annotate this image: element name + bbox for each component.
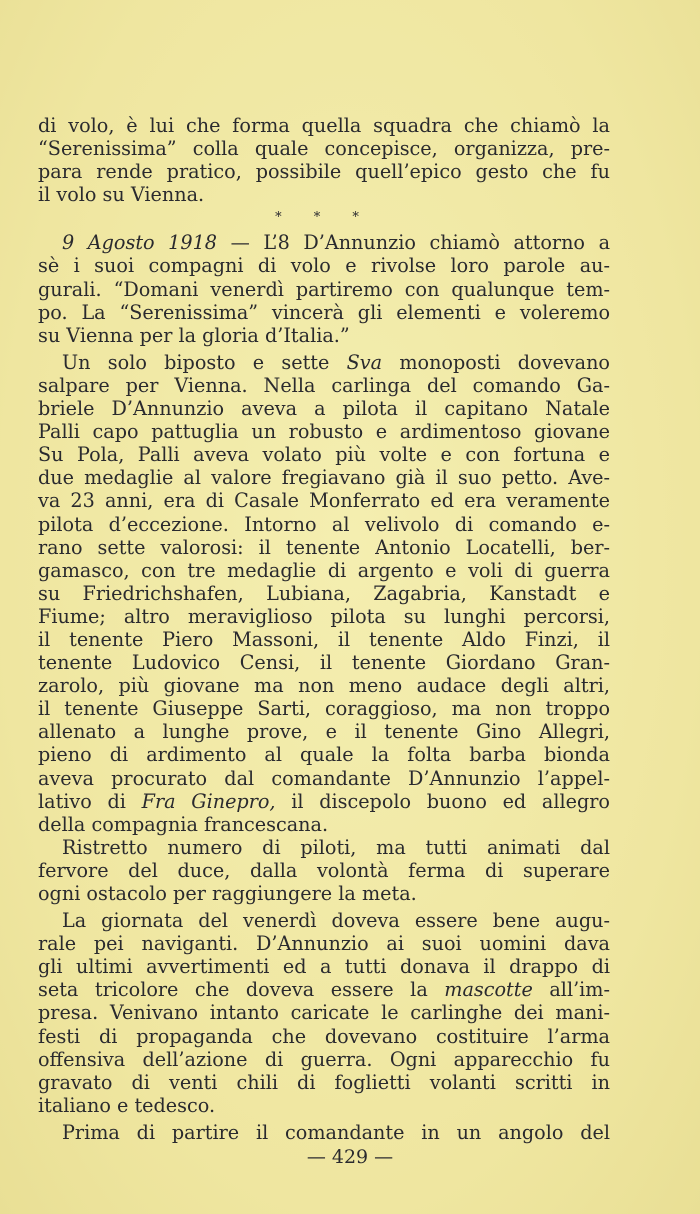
text-line: para rende pratico, possibile quell’epico gesto che fu bbox=[38, 160, 610, 184]
text-line: offensiva dell’azione di guerra. Ogni apparecchio fu bbox=[38, 1047, 610, 1071]
text-line: ogni ostacolo per raggiungere la meta. bbox=[38, 882, 417, 905]
text-line: il volo su Vienna. bbox=[38, 183, 205, 207]
text-line: gravato di venti chili di foglietti volanti scritti in bbox=[38, 1070, 610, 1094]
italic-word: Fra Ginepro, bbox=[141, 789, 276, 813]
text-line: di volo, è lui che forma quella squadra che chiamò la bbox=[38, 114, 610, 137]
section-separator: * * * bbox=[275, 210, 373, 226]
text-line: Fiume; altro meraviglioso pilota su lunghi percorsi, bbox=[38, 604, 610, 628]
text-line: “Serenissima” colla quale concepisce, organizza, pre- bbox=[38, 137, 610, 161]
text-line: va 23 anni, era di Casale Monferrato ed era veramente bbox=[38, 489, 610, 513]
text-run: Un solo biposto e sette bbox=[62, 350, 347, 374]
text-run: all’im- bbox=[532, 978, 610, 1002]
text-line: gli ultimi avvertimenti ed a tutti donava il drappo di bbox=[38, 955, 610, 979]
text-line: fervore del duce, dalla volontà ferma di superare bbox=[38, 858, 610, 882]
text-line: il tenente Piero Massoni, il tenente Aldo Finzi, il bbox=[38, 627, 610, 651]
paragraph-4 bbox=[38, 836, 610, 905]
text-line: rano sette valorosi: il tenente Antonio Locatelli, ber- bbox=[38, 535, 610, 559]
text-line: zarolo, più giovane ma non meno audace degli altri, bbox=[38, 674, 610, 698]
text-line: su Friedrichshafen, Lubiana, Zagabria, Kanstadt e bbox=[38, 581, 610, 605]
text-run: il discepolo buono ed allegro bbox=[275, 789, 610, 813]
text-line bbox=[38, 231, 610, 254]
text-line: pieno di ardimento al quale la folta barba bionda bbox=[38, 743, 610, 767]
text-run: — L’8 D’Annunzio chiamò attorno a bbox=[217, 231, 611, 255]
text-line: tenente Ludovico Censi, il tenente Giordano Gran- bbox=[38, 651, 610, 675]
text-line: Prima di partire il comandante in un angolo del bbox=[62, 1120, 610, 1144]
text-line: salpare per Vienna. Nella carlinga del comando Ga- bbox=[38, 373, 610, 397]
text-run: monoposti dovevano bbox=[382, 350, 610, 374]
paragraph-3 bbox=[38, 351, 610, 836]
text-line: due medaglie al valore fregiavano già il suo petto. Ave- bbox=[38, 466, 610, 490]
text-line: gurali. “Domani venerdì partiremo con qualunque tem- bbox=[38, 277, 610, 301]
text-line: italiano e tedesco. bbox=[38, 1093, 216, 1117]
body-text bbox=[38, 114, 610, 1144]
italic-word: mascotte bbox=[444, 978, 533, 1002]
paragraph-5 bbox=[38, 909, 610, 1117]
text-line: gamasco, con tre medaglie di argento e voli di guerra bbox=[38, 558, 610, 582]
text-line: aveva procurato dal comandante D’Annunzio l’appel- bbox=[38, 766, 610, 790]
text-line: su Vienna per la gloria d’Italia.” bbox=[38, 323, 350, 347]
text-line: Su Pola, Palli aveva volato più volte e con fortuna e bbox=[38, 443, 610, 467]
date-heading: 9 Agosto 1918 bbox=[62, 231, 217, 255]
text-line bbox=[38, 978, 610, 1001]
italic-word: Sva bbox=[346, 350, 383, 374]
text-line bbox=[38, 790, 610, 813]
text-line: briele D’Annunzio aveva a pilota il capitano Natale bbox=[38, 397, 610, 421]
text-line: po. La “Serenissima” vincerà gli elementi e voleremo bbox=[38, 300, 610, 324]
text-line: pilota d’eccezione. Intorno al velivolo di comando e- bbox=[38, 512, 610, 536]
paragraph-1 bbox=[38, 114, 610, 206]
text-run: lativo di bbox=[38, 789, 142, 813]
page-number: — 429 — bbox=[306, 1146, 394, 1168]
text-line: La giornata del venerdì doveva essere bene augu- bbox=[62, 909, 610, 933]
text-line: rale pei naviganti. D’Annunzio ai suoi uomini dava bbox=[38, 932, 610, 956]
text-run: seta tricolore che doveva essere la bbox=[38, 978, 445, 1002]
text-line bbox=[38, 351, 610, 374]
text-line: il tenente Giuseppe Sarti, coraggioso, ma non troppo bbox=[38, 697, 610, 721]
text-line: Palli capo pattuglia un robusto e ardimentoso giovane bbox=[38, 420, 610, 444]
paragraph-2 bbox=[38, 231, 610, 346]
paragraph-6 bbox=[38, 1121, 610, 1144]
text-line: sè i suoi compagni di volo e rivolse loro parole au- bbox=[38, 254, 610, 278]
text-line: Ristretto numero di piloti, ma tutti animati dal bbox=[62, 835, 610, 859]
text-line: presa. Venivano intanto caricate le carlinghe dei mani- bbox=[38, 1001, 610, 1025]
text-line: festi di propaganda che dovevano costituire l’arma bbox=[38, 1024, 610, 1048]
text-line: allenato a lunghe prove, e il tenente Gino Allegri, bbox=[38, 720, 610, 744]
text-line: della compagnia francescana. bbox=[38, 812, 329, 836]
